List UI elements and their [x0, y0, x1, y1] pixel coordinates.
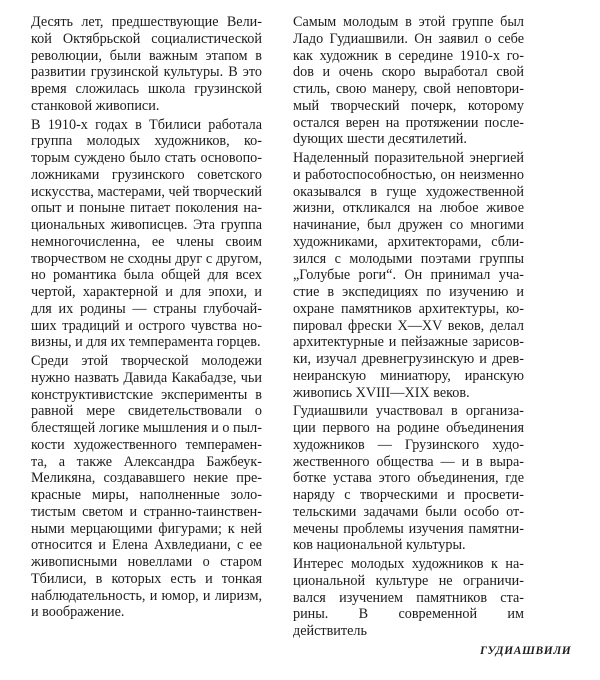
- right-text-column: [293, 14, 524, 642]
- paragraph: Наделенный поразительной энергией и работоспособностью, он неизменно оказывался в гуще художественной жизни, откликался на любое живое начинание, был дружен со многими художниками, архитекторами, сблизился с молодыми поэтами группы „Голубые роги“. Он принимал участие в экспедициях по изучению и охране памятников архитектуры, копировал фрески X—XV веков, делал архитектурные и пейзажные зарисовки, изучал древнегрузинскую и древнеиранскую миниатюру, иранскую живопись XVIII—XIX веков.: [293, 150, 524, 401]
- paragraph: Самым молодым в этой группе был Ладо Гудиашвили. Он заявил о себе как художник в середине 1910-х гоdов и очень скоро выработал свой стиль, свою манеру, свой неповторимый творческий почерк, которому остался верен на протяжении послеdующих шести десятилетий.: [293, 14, 524, 148]
- left-text-column: [31, 14, 262, 623]
- paragraph: Десять лет, предшествующие Великой Октябрьской социалистической революции, были важным этапом в развитии грузинской культуры. В это время сложилась школа грузинской станковой живописи.: [31, 14, 262, 114]
- running-title: ГУДИАШВИЛИ: [480, 645, 572, 657]
- paragraph: Интерес молодых художников к национальной культуре не ограничивался изучением памятников старины. В современной им действитель: [293, 556, 524, 639]
- paragraph: В 1910-х годах в Тбилиси работала группа молодых художников, которым суждено было стать основоположниками грузинского советского искусства, мастерами, чей творческий опыт и поныне питает поколения национальных живописцев. Эта группа немногочисленна, ее члены своим творчеством не сходны друг с другом, но романтика была общей для всех чертой, характерной и для эпохи, и для их родины — страны глубочайших традиций и острого чувства новизны, и для их темперамента горцев.: [31, 116, 262, 351]
- paragraph: Среди этой творческой молодежи нужно назвать Давида Какабадзе, чьи конструктивистские эксперименты в равной мере свидетельствовали о блестящей логике мышления и о пылкости художественного темперамента, а также Александра Бажбеук-Меликяна, создававшего некие прекрасные миры, наполненные золотистым светом и странно-таинственными мерцающими фигурами; к ней относится и Елена Ахвледиани, с ее живописными новеллами о старом Тбилиси, в которых есть и тонкая наблюдательность, и юмор, и лиризм, и воображение.: [31, 353, 262, 621]
- paragraph: Гудиашвили участвовал в организации первого на родине объединения художников — Грузинского художественного общества — и в выработке устава этого объединения, где наряду с творческими и просветительскими задачами были особо отмечены проблемы изучения памятников национальной культуры.: [293, 403, 524, 554]
